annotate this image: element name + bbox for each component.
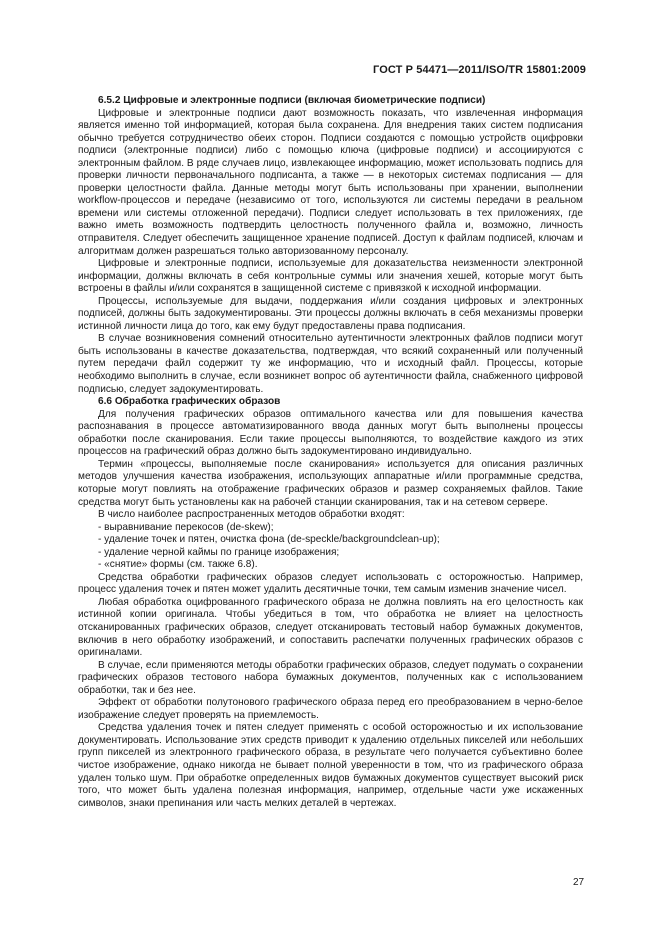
paragraph: Средства удаления точек и пятен следует применять с особой осторожностью и их использование документировать. Использование этих средств приводит к удалению отдельных пикселей или небольших групп пикселей из электронного графического образа, в результате чего получается субъективно более чистое изображение, однако никогда не бывает полной уверенности в том, что из графического образа удален только шум. При обработке определенных видов бумажных документов существует высокий риск того, что может быть удалена полезная информация, например, отдельные части уже искаженных символов, знаки препинания или часть мелких деталей в чертежах.: [78, 722, 583, 809]
page-content: [78, 95, 583, 810]
paragraph: Средства обработки графических образов следует использовать с осторожностью. Например, процесс удаления точек и пятен может удалить десятичные точки, тем самым изменив значение чисел.: [78, 571, 583, 596]
paragraph: Для получения графических образов оптимального качества или для повышения качества распознавания в процессе автоматизированного ввода данных могут быть выполнены процессы обработки после сканирования. Если такие процессы выполняются, то воздействие каждого из этих процессов на графический образ должно быть задокументировано индивидуально.: [78, 408, 583, 458]
paragraph: Эффект от обработки полутонового графического образа перед его преобразованием в черно-белое изображение следует проверять на приемлемость.: [78, 697, 583, 721]
document-header: ГОСТ Р 54471—2011/ISO/TR 15801:2009: [373, 64, 586, 76]
paragraph: Процессы, используемые для выдачи, поддержания и/или создания цифровых и электронных подписей, должны быть задокументированы. Эти процессы должны включать в себя механизмы проверки истинной личности лица до того, как ему будут предоставлены права подписания.: [78, 295, 583, 332]
paragraph: В число наиболее распространенных методов обработки входят:: [98, 509, 405, 521]
section-heading-6-5-2: 6.5.2 Цифровые и электронные подписи (включая биометрические подписи): [98, 95, 486, 106]
list-item: - выравнивание перекосов (de-skew);: [98, 521, 274, 533]
paragraph: В случае возникновения сомнений относительно аутентичности электронных файлов подписи могут быть использованы в качестве доказательства, подтверждая, что всякий сохраненный или полученный путем передачи файл содержит ту же информацию, что и исходный файл. Процессы, которые необходимо выполнить в случае, если возникнет вопрос об аутентичности файла, снабженного цифровой подписью, следует задокументировать.: [78, 333, 583, 395]
paragraph: Цифровые и электронные подписи, используемые для доказательства неизменности электронной информации, должны включать в себя контрольные суммы или значения хешей, которые могут быть встроены в файлы и/или сохранятся в защищенной системе с привязкой к исходной информации.: [78, 258, 583, 295]
paragraph: В случае, если применяются методы обработки графических образов, следует подумать о сохранении графических образов тестового набора бумажных документов, полученных как с использованием обработки, так и без нее.: [78, 659, 583, 696]
paragraph: Любая обработка оцифрованного графического образа не должна повлиять на его целостность как истинной копии оригинала. Чтобы убедиться в том, что обработка не влияет на целостность отсканированных графических образов, следует отсканировать тестовый набор бумажных документов, включив в него обработку изображений, и сопоставить распечатки полученных графических образов с оригиналами.: [78, 596, 583, 659]
paragraph: Термин «процессы, выполняемые после сканирования» используется для описания различных методов улучшения качества изображения, использующих аппаратные и/или программные средства, которые могут повлиять на отображение графических образов и размер сохраняемых файлов. Такие средства могут быть установлены как на рабочей станции сканирования, так и на сетевом сервере.: [78, 458, 583, 508]
list-item: - удаление черной каймы по границе изображения;: [98, 546, 340, 558]
section-heading-6-6: 6.6 Обработка графических образов: [98, 396, 281, 408]
list-item: - удаление точек и пятен, очистка фона (de-speckle/backgroundclean-up);: [98, 534, 440, 546]
list-item: - «снятие» формы (см. также 6.8).: [98, 559, 258, 571]
page-number: 27: [573, 877, 585, 888]
paragraph: Цифровые и электронные подписи дают возможность показать, что извлеченная информация является именно той информацией, которая была сохранена. Для внедрения таких систем подписания обычно требуется сотрудничество обеих сторон. Подписи создаются с помощью устройств оцифровки подписи (электронные подписи) либо с помощью ключа (цифровые подписи) и ассоциируются с электронным файлом. В ряде случаев лицо, извлекающее информацию, может использовать подпись для проверки личности первоначального подписанта, а также — в некоторых системах подписания — для проверки целостности файла. Данные методы могут быть использованы при хранении, выполнении workflow-процессов и передаче (независимо от того, используются ли системы передачи в реальном времени или системы отложенной передачи). Подписи следует использовать в тех приложениях, где важно иметь возможность подтвердить целостность полученного файла и, возможно, личность отправителя. Следует обеспечить защищенное хранение подписей. Доступ к файлам подписей, ключам и алгоритмам должен разрешаться только авторизованному персоналу.: [78, 107, 583, 257]
